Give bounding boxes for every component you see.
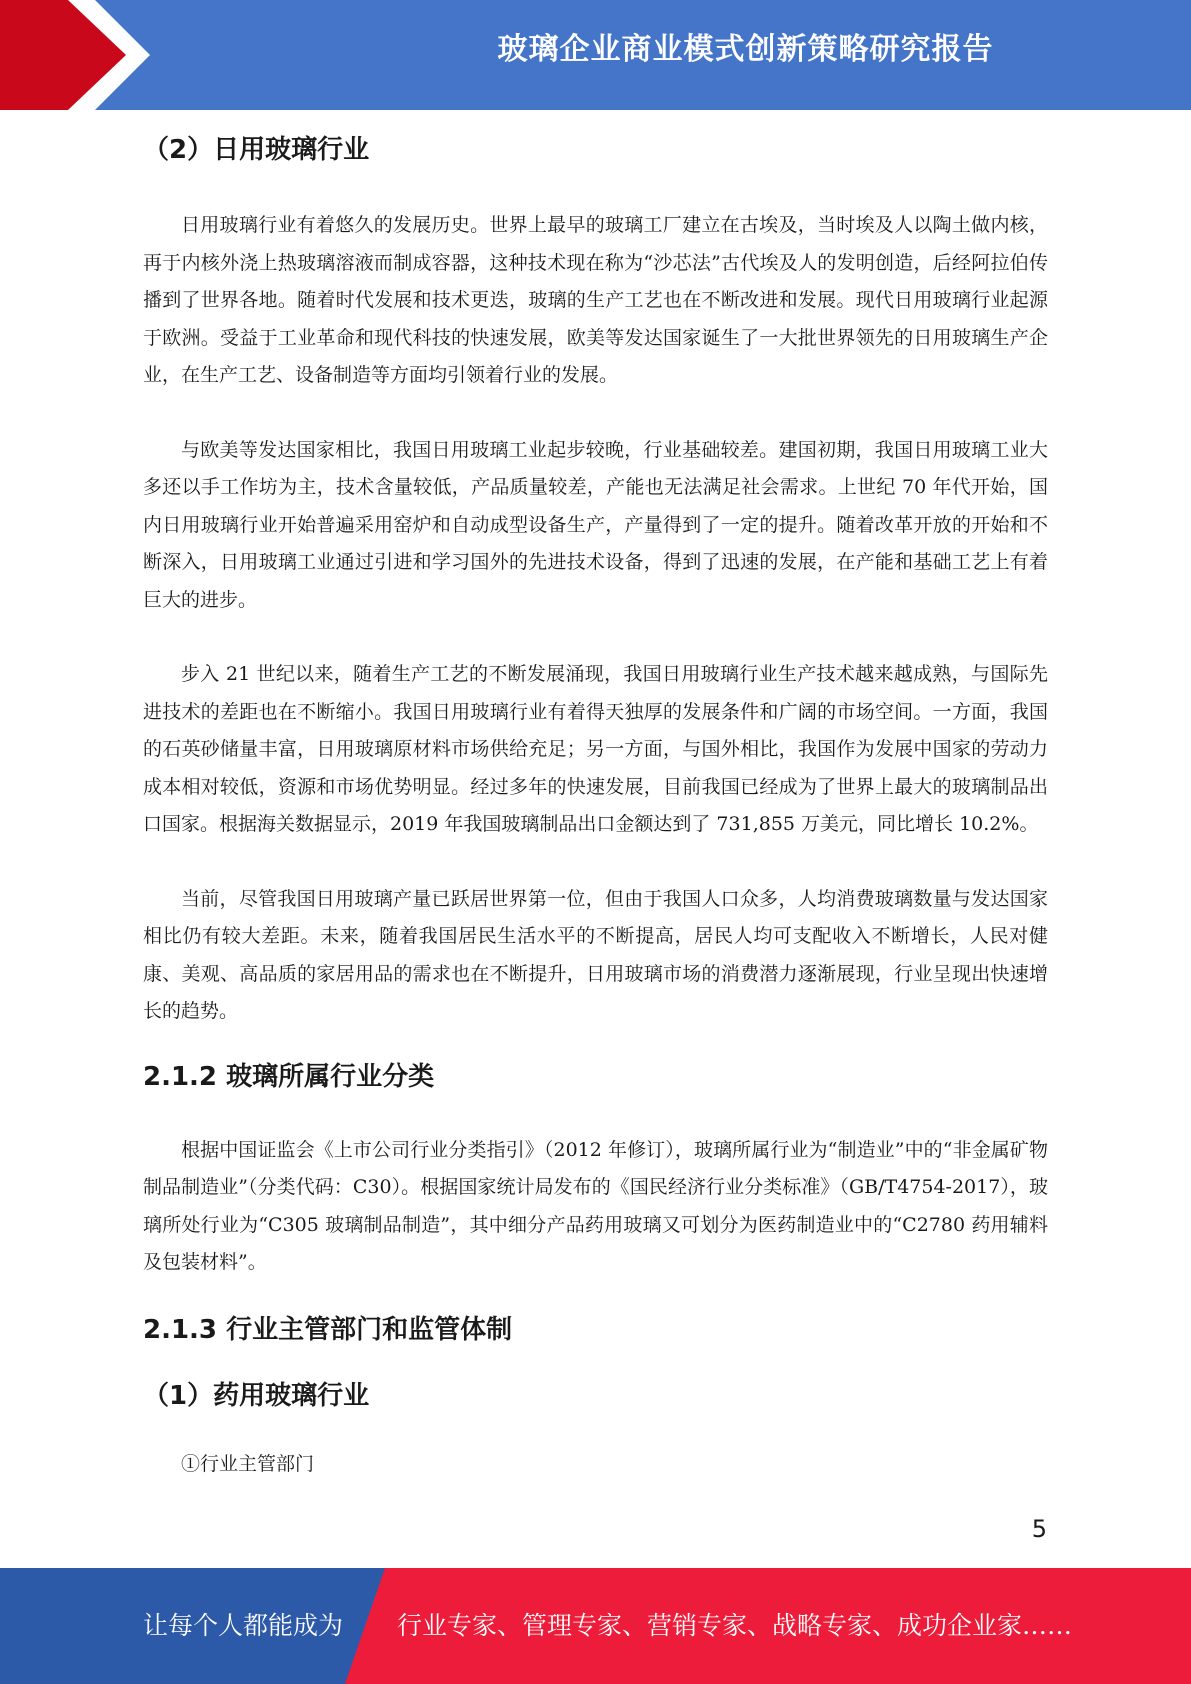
report-title: 玻璃企业商业模式创新策略研究报告: [497, 32, 994, 67]
page-number: 5: [1031, 1515, 1047, 1543]
page-footer: [0, 1568, 1191, 1684]
footer-roles: 行业专家、管理专家、营销专家、战略专家、成功企业家……: [397, 1611, 1073, 1640]
document-body: [143, 115, 1048, 1483]
paragraph-21st-century: 步入 21 世纪以来，随着生产工艺的不断发展涌现，我国日用玻璃行业生产技术越来越成熟，与国际先进技术的差距也在不断缩小。我国日用玻璃行业有着得天独厚的发展条件和广阔的市场空间。一方面，我国的石英砂储量丰富，日用玻璃原材料市场供给充足；另一方面，与国外相比，我国作为发展中国家的劳动力成本相对较低，资源和市场优势明显。经过多年的快速发展，目前我国已经成为了世界上最大的玻璃制品出口国家。根据海关数据显示，2019 年我国玻璃制品出口金额达到了 731,855 万美元，同比增长 10.2%。: [143, 663, 1048, 835]
authority-item: ①行业主管部门: [181, 1452, 315, 1475]
page-header: [0, 0, 1191, 110]
footer-slogan: 让每个人都能成为: [143, 1611, 344, 1640]
classification-heading: 2.1.2 玻璃所属行业分类: [143, 1061, 435, 1092]
paragraph-domestic-start: 与欧美等发达国家相比，我国日用玻璃工业起步较晚，行业基础较差。建国初期，我国日用玻璃工业大多还以手工作坊为主，技术含量较低，产品质量较差，产能也无法满足社会需求。上世纪 70 年代开始，国内日用玻璃行业开始普遍采用窑炉和自动成型设备生产，产量得到了一定的提升。随着改革开放的开始和不断深入，日用玻璃工业通过引进和学习国外的先进技术设备，得到了迅速的发展，在产能和基础工艺上有着巨大的进步。: [143, 438, 1048, 611]
paragraph-history: 日用玻璃行业有着悠久的发展历史。世界上最早的玻璃工厂建立在古埃及，当时埃及人以陶土做内核，再于内核外浇上热玻璃溶液而制成容器，这种技术现在称为“沙芯法”古代埃及人的发明创造，后经阿拉伯传播到了世界各地。随着时代发展和技术更迭，玻璃的生产工艺也在不断改进和发展。现代日用玻璃行业起源于欧洲。受益于工业革命和现代科技的快速发展，欧美等发达国家诞生了一大批世界领先的日用玻璃生产企业，在生产工艺、设备制造等方面均引领着行业的发展。: [143, 214, 1048, 386]
regulation-heading: 2.1.3 行业主管部门和监管体制: [143, 1314, 513, 1345]
pharma-glass-heading: （1）药用玻璃行业: [143, 1380, 370, 1411]
paragraph-classification: 根据中国证监会《上市公司行业分类指引》（2012 年修订），玻璃所属行业为“制造业”中的“非金属矿物制品制造业”（分类代码：C30）。根据国家统计局发布的《国民经济行业分类标准》（GB/T4754-2017），玻璃所处行业为“C305 玻璃制品制造”，其中细分产品药用玻璃又可划分为医药制造业中的“C2780 药用辅料及包装材料”。: [143, 1138, 1048, 1273]
daily-glass-heading: （2）日用玻璃行业: [143, 135, 370, 165]
paragraph-current-outlook: 当前，尽管我国日用玻璃产量已跃居世界第一位，但由于我国人口众多，人均消费玻璃数量与发达国家相比仍有较大差距。未来，随着我国居民生活水平的不断提高，居民人均可支配收入不断增长，人民对健康、美观、高品质的家居用品的需求也在不断提升，日用玻璃市场的消费潜力逐渐展现，行业呈现出快速增长的趋势。: [143, 887, 1048, 1022]
